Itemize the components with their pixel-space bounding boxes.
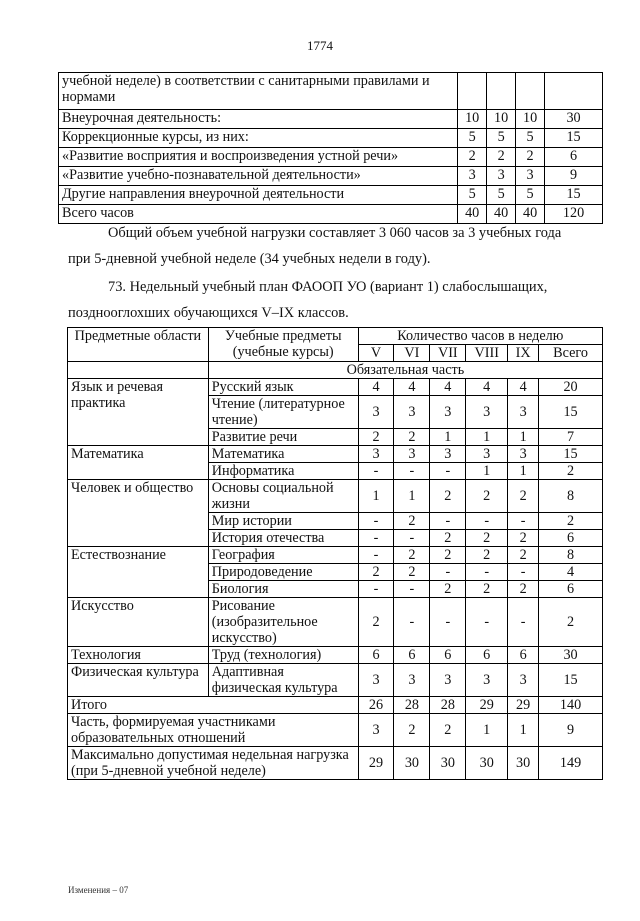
hours-cell: 2	[466, 480, 508, 513]
hours-cell: 40	[516, 205, 545, 224]
grade-header: Всего	[539, 345, 603, 362]
hours-cell: -	[358, 530, 394, 547]
hours-cell: 2	[430, 581, 466, 598]
total-row	[68, 747, 603, 780]
hours-cell: -	[358, 513, 394, 530]
hours-cell: -	[430, 513, 466, 530]
hours-cell: 26	[358, 697, 394, 714]
row-label: учебной неделе) в соответствии с санитарными правилами и нормами	[59, 73, 458, 110]
hours-cell: 3	[466, 664, 508, 697]
hours-cell: 2	[394, 547, 430, 564]
hours-cell: 2	[430, 480, 466, 513]
paragraph-total-load: Общий объем учебной нагрузки составляет 3 060 часов за 3 учебных года	[108, 225, 562, 241]
grade-header: VII	[430, 345, 466, 362]
subject-name: Адаптивная физическая культура	[208, 664, 358, 697]
subject-name: Труд (технология)	[208, 647, 358, 664]
hours-cell: 1	[508, 463, 539, 480]
hours-cell: 1	[466, 714, 508, 747]
hours-cell: 6	[539, 581, 603, 598]
paragraph-section-73: 73. Недельный учебный план ФАООП УО (вариант 1) слабослышащих,	[108, 279, 548, 295]
table-row	[59, 110, 603, 129]
hours-cell: -	[394, 598, 430, 647]
hours-cell: 5	[487, 129, 516, 148]
hours-cell: 10	[458, 110, 487, 129]
hours-cell: 2	[394, 513, 430, 530]
hours-cell: 4	[358, 379, 394, 396]
hours-cell: 4	[430, 379, 466, 396]
hours-cell: 6	[539, 530, 603, 547]
hours-cell: 10	[516, 110, 545, 129]
row-label: Всего часов	[59, 205, 458, 224]
hours-cell: 2	[394, 564, 430, 581]
hours-cell: -	[358, 463, 394, 480]
total-row	[68, 697, 603, 714]
hours-cell: 29	[466, 697, 508, 714]
hours-cell: 5	[516, 186, 545, 205]
hours-cell: 6	[430, 647, 466, 664]
hours-cell: -	[430, 564, 466, 581]
subject-area: Язык и речевая практика	[68, 379, 209, 446]
subject-area: Математика	[68, 446, 209, 480]
subject-name: Развитие речи	[208, 429, 358, 446]
hours-cell: 29	[358, 747, 394, 780]
hours-cell: 30	[545, 110, 603, 129]
hours-cell: -	[394, 530, 430, 547]
subject-row	[68, 480, 603, 513]
hours-cell: 15	[545, 129, 603, 148]
total-label: Итого	[68, 697, 359, 714]
hours-cell: 3	[516, 167, 545, 186]
row-label: «Развитие восприятия и воспроизведения устной речи»	[59, 148, 458, 167]
hours-cell: 5	[516, 129, 545, 148]
hours-cell: -	[358, 581, 394, 598]
hours-cell: 3	[358, 446, 394, 463]
hours-cell	[545, 73, 603, 110]
grade-header: VI	[394, 345, 430, 362]
header-subjects: Учебные предметы (учебные курсы)	[208, 328, 358, 362]
hours-cell: 4	[508, 379, 539, 396]
paragraph-section-73-cont: позднооглохших обучающихся V–IX классов.	[68, 305, 349, 321]
hours-cell: 7	[539, 429, 603, 446]
hours-cell: 5	[458, 186, 487, 205]
hours-cell: -	[358, 547, 394, 564]
hours-cell: 1	[358, 480, 394, 513]
hours-cell	[487, 73, 516, 110]
hours-cell: 2	[466, 530, 508, 547]
hours-cell: 3	[458, 167, 487, 186]
mandatory-part-label: Обязательная часть	[208, 362, 602, 379]
hours-cell: 1	[508, 429, 539, 446]
hours-cell: 2	[394, 714, 430, 747]
hours-cell: 3	[466, 396, 508, 429]
hours-cell: 2	[394, 429, 430, 446]
hours-cell: 1	[466, 429, 508, 446]
hours-cell: -	[466, 598, 508, 647]
subject-row	[68, 379, 603, 396]
subject-area: Физическая культура	[68, 664, 209, 697]
hours-cell: 40	[487, 205, 516, 224]
hours-cell: 6	[358, 647, 394, 664]
hours-cell: 3	[466, 446, 508, 463]
page-number: 1774	[307, 38, 333, 53]
subject-name: Рисование (изобразительное искусство)	[208, 598, 358, 647]
hours-cell: 28	[430, 697, 466, 714]
hours-cell: 2	[430, 714, 466, 747]
hours-cell: 5	[458, 129, 487, 148]
subject-area: Человек и общество	[68, 480, 209, 547]
hours-cell: 2	[516, 148, 545, 167]
hours-cell: 6	[466, 647, 508, 664]
hours-cell: 4	[394, 379, 430, 396]
header-areas: Предметные области	[68, 328, 209, 362]
hours-cell: 1	[394, 480, 430, 513]
hours-cell: 1	[430, 429, 466, 446]
hours-cell: 8	[539, 547, 603, 564]
row-label: «Развитие учебно-познавательной деятельности»	[59, 167, 458, 186]
hours-cell: 2	[508, 480, 539, 513]
subject-area: Искусство	[68, 598, 209, 647]
hours-cell: 30	[466, 747, 508, 780]
total-label: Часть, формируемая участниками образовательных отношений	[68, 714, 359, 747]
subject-name: Математика	[208, 446, 358, 463]
hours-cell: 9	[539, 714, 603, 747]
hours-cell: 15	[539, 446, 603, 463]
hours-cell: 4	[539, 564, 603, 581]
hours-cell: 1	[466, 463, 508, 480]
hours-cell: 30	[539, 647, 603, 664]
extracurricular-table	[58, 72, 603, 224]
hours-cell: 4	[466, 379, 508, 396]
hours-cell: -	[430, 463, 466, 480]
hours-cell: 2	[458, 148, 487, 167]
hours-cell: 120	[545, 205, 603, 224]
hours-cell: -	[394, 463, 430, 480]
header-row	[68, 328, 603, 345]
row-label: Коррекционные курсы, из них:	[59, 129, 458, 148]
table-row	[59, 186, 603, 205]
hours-cell	[458, 73, 487, 110]
hours-cell: 149	[539, 747, 603, 780]
weekly-curriculum-table	[67, 327, 603, 780]
grade-header: V	[358, 345, 394, 362]
table-row	[59, 148, 603, 167]
hours-cell: 9	[545, 167, 603, 186]
hours-cell: 2	[358, 429, 394, 446]
header-hours: Количество часов в неделю	[358, 328, 602, 345]
hours-cell: 40	[458, 205, 487, 224]
hours-cell: 30	[430, 747, 466, 780]
hours-cell: 3	[508, 396, 539, 429]
hours-cell: 3	[358, 664, 394, 697]
hours-cell: -	[466, 513, 508, 530]
hours-cell: 5	[487, 186, 516, 205]
total-row	[68, 714, 603, 747]
hours-cell: 3	[394, 446, 430, 463]
grade-header: VIII	[466, 345, 508, 362]
hours-cell: 20	[539, 379, 603, 396]
hours-cell: 3	[430, 396, 466, 429]
paragraph-total-load-cont: при 5-дневной учебной неделе (34 учебных недели в году).	[68, 251, 431, 267]
hours-cell	[516, 73, 545, 110]
hours-cell: -	[508, 513, 539, 530]
hours-cell: 3	[508, 446, 539, 463]
hours-cell: 140	[539, 697, 603, 714]
hours-cell: 2	[466, 547, 508, 564]
hours-cell: 6	[394, 647, 430, 664]
hours-cell: 15	[539, 664, 603, 697]
subject-name: Природоведение	[208, 564, 358, 581]
hours-cell: 3	[487, 167, 516, 186]
table-row	[59, 73, 603, 110]
subject-row	[68, 647, 603, 664]
mandatory-part-row	[68, 362, 603, 379]
hours-cell: 2	[508, 530, 539, 547]
hours-cell: -	[466, 564, 508, 581]
subject-name: Биология	[208, 581, 358, 598]
subject-name: Чтение (литературное чтение)	[208, 396, 358, 429]
hours-cell: 2	[539, 463, 603, 480]
hours-cell: 2	[539, 513, 603, 530]
hours-cell: 3	[394, 396, 430, 429]
subject-name: Мир истории	[208, 513, 358, 530]
hours-cell: 2	[358, 598, 394, 647]
subject-area: Технология	[68, 647, 209, 664]
hours-cell: 1	[508, 714, 539, 747]
total-label: Максимально допустимая недельная нагрузка (при 5-дневной учебной неделе)	[68, 747, 359, 780]
subject-name: Информатика	[208, 463, 358, 480]
hours-cell: 2	[430, 547, 466, 564]
row-label: Внеурочная деятельность:	[59, 110, 458, 129]
subject-row	[68, 547, 603, 564]
hours-cell: 2	[487, 148, 516, 167]
hours-cell: 3	[358, 714, 394, 747]
subject-area: Естествознание	[68, 547, 209, 598]
footer-note: Изменения – 07	[68, 885, 129, 895]
hours-cell: 2	[358, 564, 394, 581]
subject-name: Русский язык	[208, 379, 358, 396]
hours-cell: 29	[508, 697, 539, 714]
hours-cell: 3	[430, 664, 466, 697]
subject-name: Основы социальной жизни	[208, 480, 358, 513]
hours-cell: -	[508, 598, 539, 647]
hours-cell: 3	[358, 396, 394, 429]
subject-name: История отечества	[208, 530, 358, 547]
subject-row	[68, 664, 603, 697]
table-row	[59, 167, 603, 186]
row-label: Другие направления внеурочной деятельности	[59, 186, 458, 205]
hours-cell: -	[508, 564, 539, 581]
hours-cell: 3	[394, 664, 430, 697]
hours-cell: 6	[508, 647, 539, 664]
hours-cell: 15	[545, 186, 603, 205]
hours-cell: 30	[508, 747, 539, 780]
subject-row	[68, 446, 603, 463]
hours-cell: 6	[545, 148, 603, 167]
hours-cell: 15	[539, 396, 603, 429]
table-row	[59, 205, 603, 224]
hours-cell: 2	[539, 598, 603, 647]
hours-cell: 10	[487, 110, 516, 129]
hours-cell: -	[394, 581, 430, 598]
subject-name: География	[208, 547, 358, 564]
hours-cell: 2	[508, 581, 539, 598]
hours-cell: 2	[508, 547, 539, 564]
hours-cell: -	[430, 598, 466, 647]
hours-cell: 8	[539, 480, 603, 513]
grade-header: IX	[508, 345, 539, 362]
table-row	[59, 129, 603, 148]
hours-cell: 28	[394, 697, 430, 714]
empty-cell	[68, 362, 209, 379]
hours-cell: 3	[508, 664, 539, 697]
subject-row	[68, 598, 603, 647]
hours-cell: 30	[394, 747, 430, 780]
hours-cell: 2	[430, 530, 466, 547]
hours-cell: 3	[430, 446, 466, 463]
hours-cell: 2	[466, 581, 508, 598]
